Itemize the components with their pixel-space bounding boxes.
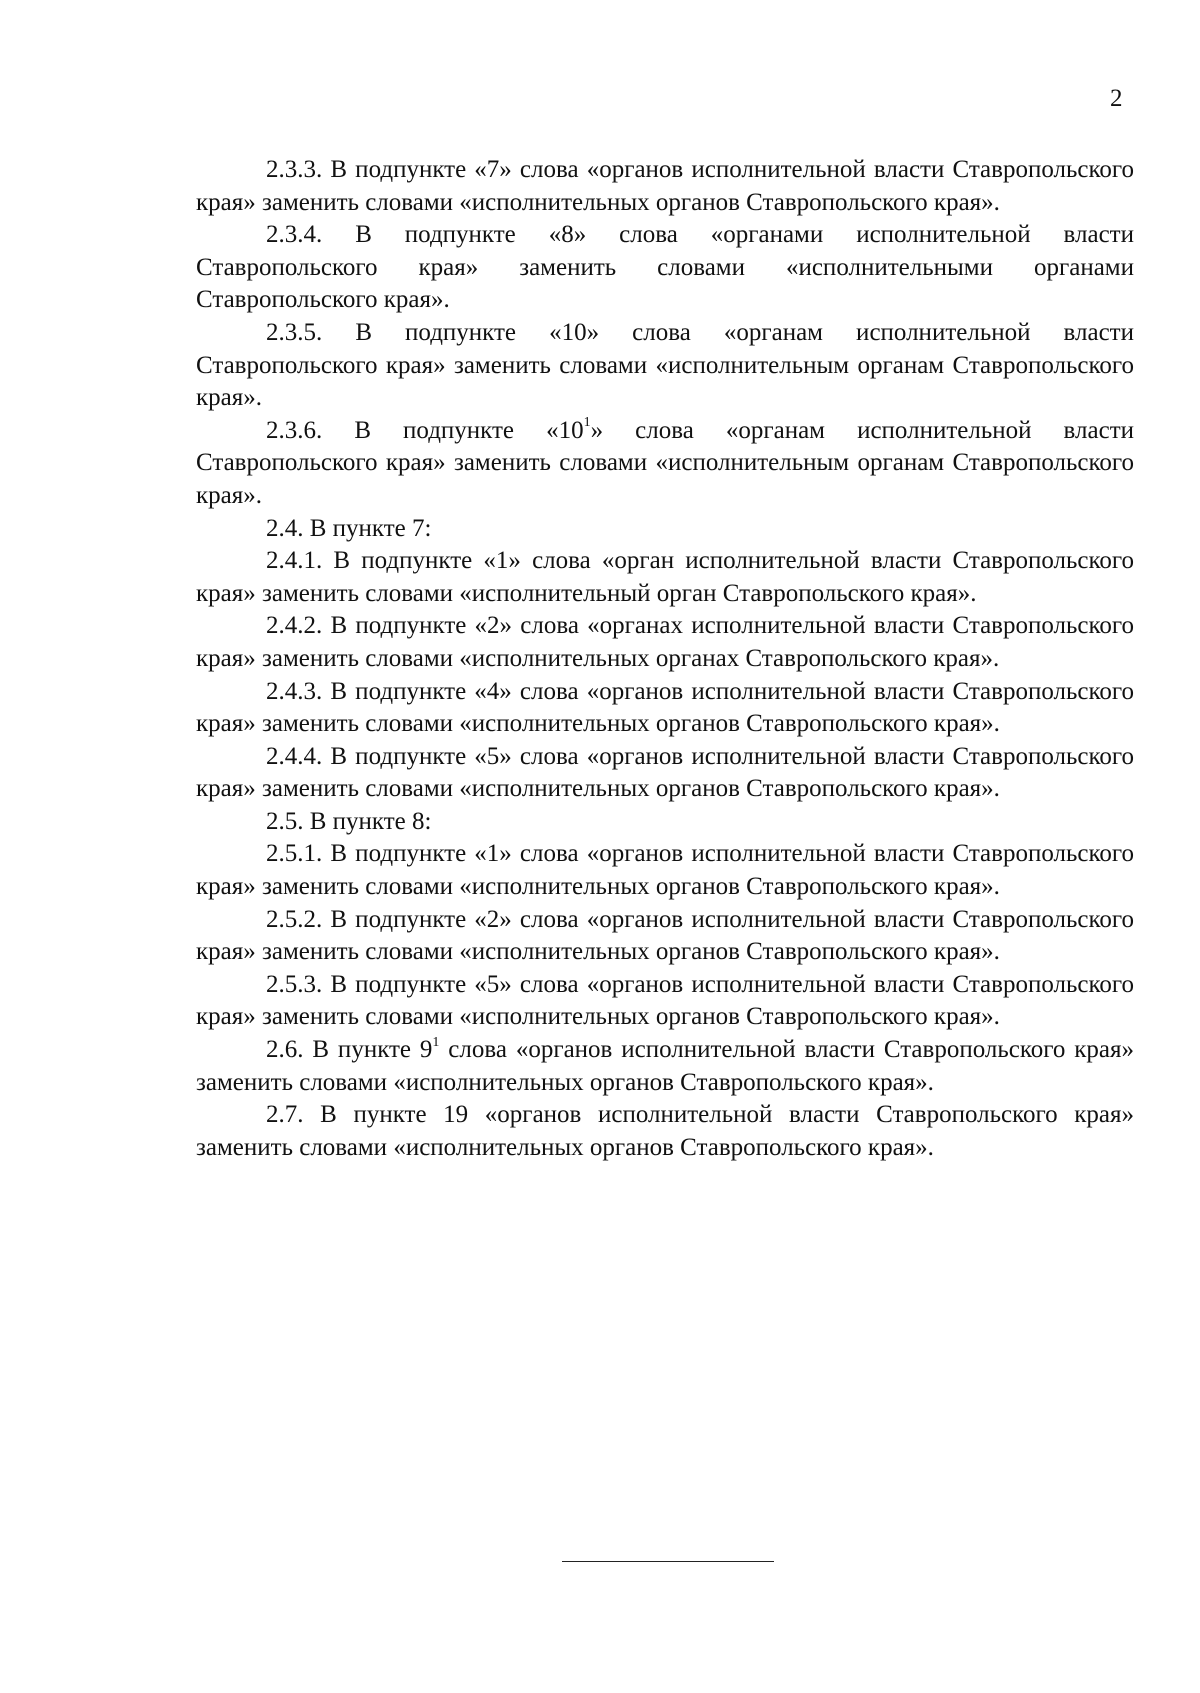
paragraph-2-3-4: 2.3.4. В подпункте «8» слова «органами исполнительной власти Ставропольского края» заменить словами «исполнительными органами Ставропольского края». — [196, 221, 1134, 314]
paragraph-2-3-5: 2.3.5. В подпункте «10» слова «органам исполнительной власти Ставропольского края» заменить словами «исполнительным органам Ставропольского края». — [196, 318, 1134, 412]
paragraph-2-3-3: 2.3.3. В подпункте «7» слова «органов исполнительной власти Ставропольского края» заменить словами «исполнительных органов Ставропольского края». — [196, 156, 1134, 216]
paragraph-2-4-1: 2.4.1. В подпункте «1» слова «орган исполнительной власти Ставропольского края» заменить словами «исполнительный орган Ставропольского края». — [196, 547, 1134, 607]
page-number: 2 — [1110, 85, 1123, 112]
paragraph-2-7: 2.7. В пункте 19 «органов исполнительной власти Ставропольского края» заменить словами «исполнительных органов Ставропольского края». — [196, 1101, 1134, 1161]
paragraph-2-5: 2.5. В пункте 8: — [266, 807, 432, 835]
paragraph-2-4-3: 2.4.3. В подпункте «4» слова «органов исполнительной власти Ставропольского края» заменить словами «исполнительных органов Ставропольского края». — [196, 677, 1134, 738]
paragraph-2-5-1: 2.5.1. В подпункте «1» слова «органов исполнительной власти Ставропольского края» заменить словами «исполнительных органов Ставропольского края». — [196, 840, 1134, 901]
paragraph-2-5-2: 2.5.2. В подпункте «2» слова «органов исполнительной власти Ставропольского края» заменить словами «исполнительных органов Ставропольского края». — [196, 905, 1134, 966]
paragraph-2-4: 2.4. В пункте 7: — [266, 514, 432, 542]
end-of-document-line — [562, 1561, 774, 1562]
superscript: 1 — [432, 1034, 440, 1050]
paragraph-2-3-6-start: 2.3.6. В подпункте «10 — [266, 416, 584, 444]
paragraph-2-6-end: слова «органов исполнительной власти Ставропольского края» заменить словами «исполнительных органов Ставропольского края». — [196, 1036, 1134, 1096]
paragraph-2-3-6 — [196, 415, 1134, 513]
paragraph-2-5-3: 2.5.3. В подпункте «5» слова «органов исполнительной власти Ставропольского края» заменить словами «исполнительных органов Ставропольского края». — [196, 970, 1134, 1031]
document-body — [196, 154, 1134, 1164]
paragraph-2-4-4: 2.4.4. В подпункте «5» слова «органов исполнительной власти Ставропольского края» заменить словами «исполнительных органов Ставропольского края». — [196, 742, 1134, 803]
paragraph-2-6-start: 2.6. В пункте 9 — [266, 1036, 433, 1064]
paragraph-2-4-2: 2.4.2. В подпункте «2» слова «органах исполнительной власти Ставропольского края» заменить словами «исполнительных органах Ставропольского края». — [196, 612, 1134, 672]
paragraph-2-3-6-end: » слова «органам исполнительной власти Ставропольского края» заменить словами «исполнительным органам Ставропольского края». — [196, 416, 1134, 509]
paragraph-2-6 — [196, 1034, 1134, 1099]
superscript: 1 — [583, 415, 591, 431]
